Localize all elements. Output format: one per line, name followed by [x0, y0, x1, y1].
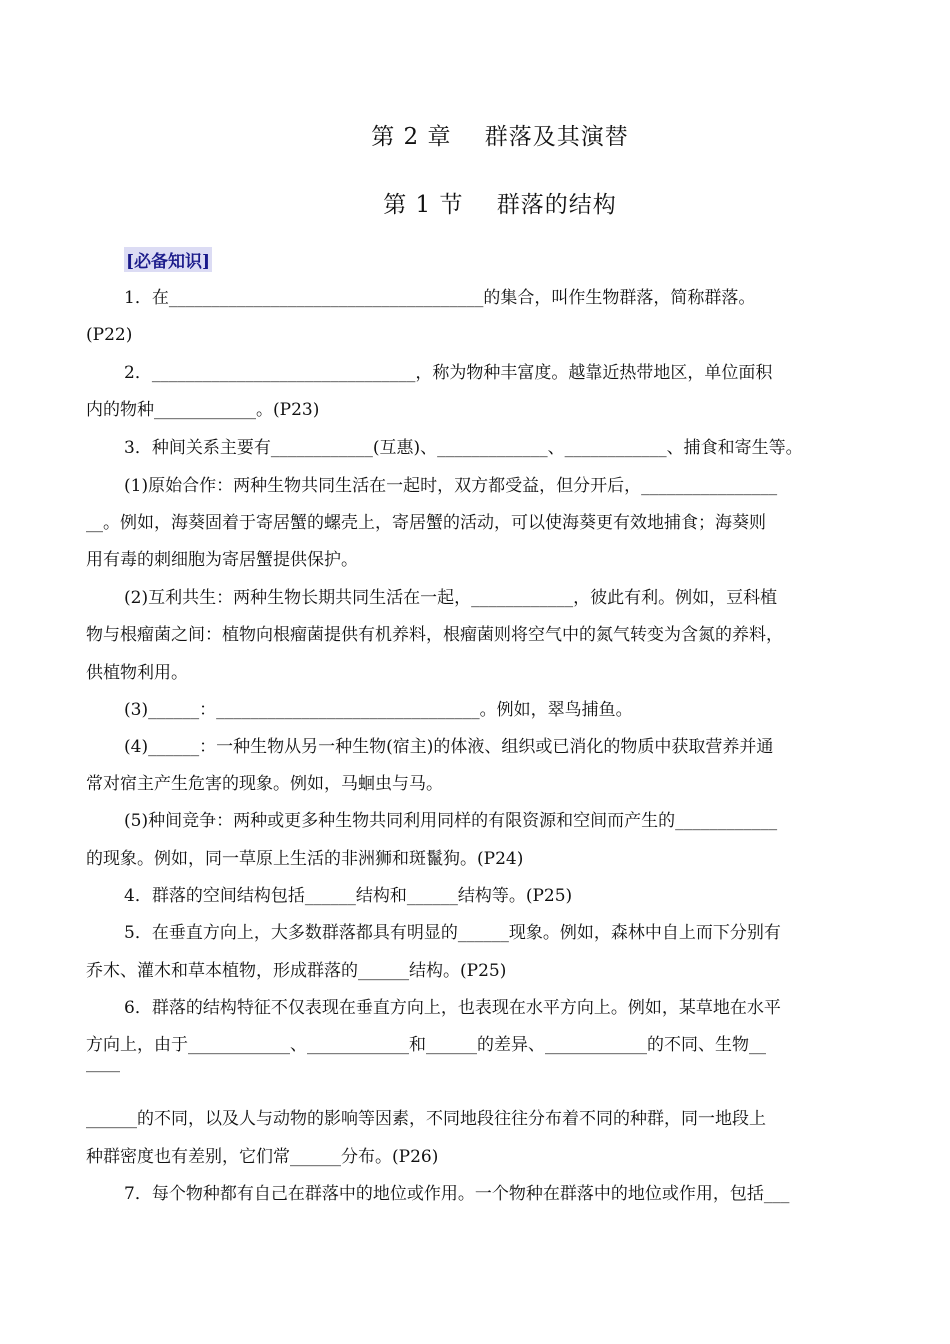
- text-line: 5．在垂直方向上，大多数群落都具有明显的______现象。例如，森林中自上而下分别有: [124, 923, 781, 943]
- text-line: 用有毒的刺细胞为寄居蟹提供保护。: [86, 550, 358, 570]
- text-line: 3．种间关系主要有____________(互惠)、_____________、____________、捕食和寄生等。: [124, 438, 803, 458]
- section-title: 第 1 节 群落的结构: [383, 192, 617, 218]
- text-line: 常对宿主产生危害的现象。例如，马蛔虫与马。: [86, 774, 443, 794]
- text-line: (4)______：一种生物从另一种生物(宿主)的体液、组织或已消化的物质中获取营养并通: [124, 737, 774, 757]
- text-line: (2)互利共生：两种生物长期共同生活在一起，____________，彼此有利。例如，豆科植: [124, 588, 778, 608]
- text-line: (3)______：_______________________________。例如，翠鸟捕鱼。: [124, 700, 633, 720]
- text-line: 4．群落的空间结构包括______结构和______结构等。(P25): [124, 886, 573, 906]
- text-line: 供植物利用。: [86, 663, 188, 683]
- text-line: 2．_______________________________，称为物种丰富度。越靠近热带地区，单位面积: [124, 363, 773, 383]
- text-line: ____: [86, 1053, 120, 1073]
- text-line: 7．每个物种都有自己在群落中的地位或作用。一个物种在群落中的地位或作用，包括___: [124, 1184, 790, 1204]
- text-line: (P22): [86, 325, 133, 345]
- text-line: (1)原始合作：两种生物共同生活在一起时，双方都受益，但分开后，________________: [124, 476, 778, 496]
- text-line: 内的物种____________。(P23): [86, 400, 320, 420]
- knowledge-tag: [必备知识]: [124, 247, 212, 272]
- text-line: 乔木、灌木和草本植物，形成群落的______结构。(P25): [86, 961, 507, 981]
- text-line: (5)种间竞争：两种或更多种生物共同利用同样的有限资源和空间而产生的____________: [124, 811, 778, 831]
- chapter-title: 第 2 章 群落及其演替: [371, 124, 629, 150]
- text-line: 6．群落的结构特征不仅表现在垂直方向上，也表现在水平方向上。例如，某草地在水平: [124, 998, 781, 1018]
- text-line: 种群密度也有差别，它们常______分布。(P26): [86, 1147, 439, 1167]
- text-line: ______的不同，以及人与动物的影响等因素，不同地段往往分布着不同的种群，同一地段上: [86, 1109, 766, 1129]
- text-line: 方向上，由于____________、____________和______的差异、____________的不同、生物__: [86, 1035, 766, 1055]
- text-line: 1．在_____________________________________的集合，叫作生物群落，简称群落。: [124, 288, 756, 308]
- text-line: 物与根瘤菌之间：植物向根瘤菌提供有机养料，根瘤菌则将空气中的氮气转变为含氮的养料，: [86, 625, 783, 645]
- text-line: __。例如，海葵固着于寄居蟹的螺壳上，寄居蟹的活动，可以使海葵更有效地捕食；海葵则: [86, 513, 766, 533]
- text-line: 的现象。例如，同一草原上生活的非洲狮和斑鬣狗。(P24): [86, 849, 524, 869]
